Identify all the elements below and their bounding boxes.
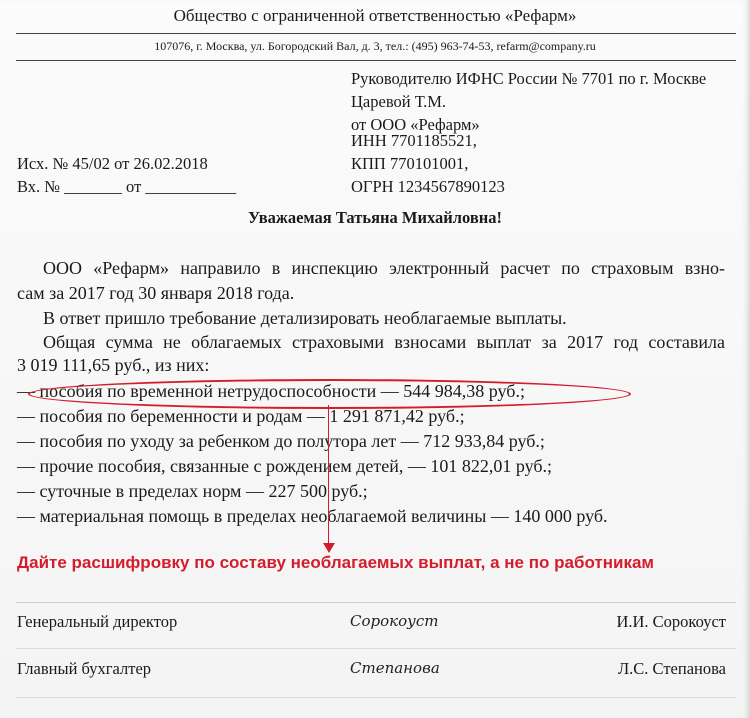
addressee-line: от ООО «Рефарм»	[351, 115, 480, 134]
accountant-title: Главный бухгалтер	[17, 659, 152, 678]
director-title: Генеральный директор	[17, 612, 178, 631]
company-contacts: 107076, г. Москва, ул. Богородский Вал, д. 3, тел.: (495) 963-74-53, refarm@company.ru	[154, 39, 596, 53]
paragraph-1-line-1: ООО «Рефарм» направило в инспекцию электронный расчет по страховым взно-	[43, 258, 725, 278]
accountant-name: Л.С. Степанова	[617, 659, 726, 678]
header-divider-bottom	[16, 60, 736, 61]
director-name: И.И. Сорокоуст	[616, 612, 726, 631]
addressee-line: ИНН 7701185521,	[351, 131, 477, 150]
annotation-connector-line	[328, 405, 329, 546]
paragraph-3-line-2: 3 019 111,65 руб., из них:	[17, 355, 210, 375]
signature-divider	[16, 648, 736, 649]
header-divider-top	[16, 33, 736, 34]
annotation-note: Дайте расшифровку по составу необлагаемых выплат, а не по работникам	[17, 553, 654, 572]
signature-divider	[16, 602, 736, 603]
bottom-divider	[16, 697, 736, 698]
incoming-reference: Вх. № _______ от ___________	[17, 177, 237, 196]
addressee-line: Руководителю ИФНС России № 7701 по г. Москве	[351, 69, 707, 88]
company-name: Общество с ограниченной ответственностью «Рефарм»	[173, 6, 577, 25]
list-item: — суточные в пределах норм — 227 500 руб.;	[17, 481, 368, 501]
accountant-signature: Степанова	[350, 659, 440, 677]
paragraph-3-line-1: Общая сумма не облагаемых страховыми взносами выплат за 2017 год составила	[43, 332, 725, 352]
list-item: — пособия по уходу за ребенком до полутора лет — 712 933,84 руб.;	[17, 431, 545, 451]
list-item: — прочие пособия, связанные с рождением детей, — 101 822,01 руб.;	[17, 456, 553, 476]
list-item: — материальная помощь в пределах необлагаемой величины — 140 000 руб.	[17, 506, 608, 526]
list-item: — пособия по беременности и родам — 1 291 871,42 руб.;	[17, 406, 465, 426]
addressee-line: КПП 770101001,	[351, 154, 469, 173]
list-item: — пособия по временной нетрудоспособности — 544 984,38 руб.;	[17, 381, 525, 401]
outgoing-reference: Исх. № 45/02 от 26.02.2018	[17, 154, 208, 173]
annotation-arrow-icon	[323, 543, 335, 553]
paragraph-1-line-2: сам за 2017 год 30 января 2018 года.	[17, 283, 295, 303]
addressee-line: ОГРН 1234567890123	[351, 177, 505, 196]
greeting: Уважаемая Татьяна Михайловна!	[247, 208, 503, 227]
addressee-line: Царевой Т.М.	[351, 92, 447, 111]
paragraph-2: В ответ пришло требование детализировать необлагаемые выплаты.	[43, 308, 567, 328]
highlight-ellipse	[28, 379, 631, 409]
director-signature: Сорокоуст	[350, 612, 439, 630]
